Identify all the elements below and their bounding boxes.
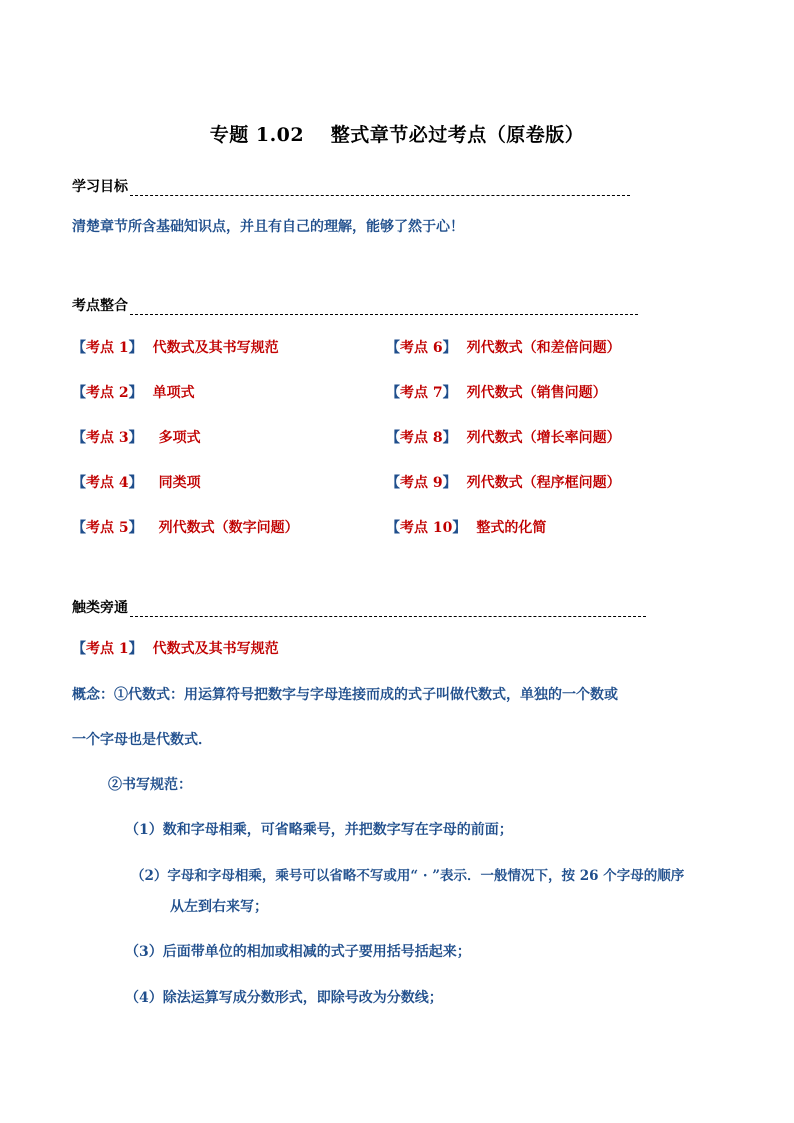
kaodian-item-7[interactable] (386, 382, 607, 402)
bracket-close: 】 (128, 340, 143, 356)
section-heading-label: 考点整合 (72, 298, 128, 314)
bracket-close: 】 (442, 430, 457, 446)
rule-item-2-continued: 从左到右来写； (170, 899, 268, 915)
bracket-open: 【 (386, 385, 400, 401)
section-heading-learning-goal (72, 176, 630, 196)
section-heading-label: 触类旁通 (72, 600, 128, 616)
bracket-open: 【 (72, 385, 86, 401)
bracket-close: 】 (452, 520, 467, 536)
page-title: 专题 1.02 整式章节必过考点（原卷版） (209, 124, 585, 146)
kaodian-item-4[interactable] (72, 472, 201, 492)
rule-item-1: （1）数和字母相乘，可省略乘号，并把数字写在字母的前面； (125, 822, 513, 838)
kaodian-tag: 考点 8 (400, 430, 443, 446)
kaodian-name: 列代数式（程序框问题） (466, 475, 621, 491)
bracket-close: 】 (128, 475, 143, 491)
kaodian-item-1[interactable] (72, 337, 279, 357)
kaodian-tag: 考点 3 (86, 430, 129, 446)
bracket-open: 【 (72, 641, 86, 657)
kaodian-tag: 考点 2 (86, 385, 129, 401)
kaodian-item-8[interactable] (386, 427, 621, 447)
learning-goal-text: 清楚章节所含基础知识点，并且有自己的理解，能够了然于心！ (72, 219, 464, 235)
kaodian-name: 列代数式（增长率问题） (466, 430, 621, 446)
kaodian-item-2[interactable] (72, 382, 195, 402)
dashed-rule (130, 604, 646, 617)
kaodian-tag: 考点 4 (86, 475, 129, 491)
kaodian-name: 单项式 (152, 385, 195, 401)
bracket-open: 【 (72, 475, 86, 491)
bracket-close: 】 (442, 340, 457, 356)
section-heading-label: 学习目标 (72, 179, 128, 195)
kaodian-name: 代数式及其书写规范 (152, 641, 279, 657)
bracket-close: 】 (128, 520, 143, 536)
rule-item-4: （4）除法运算写成分数形式，即除号改为分数线； (125, 990, 443, 1006)
concept-line-1: 概念：①代数式：用运算符号把数字与字母连接而成的式子叫做代数式，单独的一个数或 (72, 687, 618, 703)
dashed-rule (130, 183, 630, 196)
kaodian-name: 列代数式（和差倍问题） (466, 340, 621, 356)
rule-item-3: （3）后面带单位的相加或相减的式子要用括号括起来； (125, 944, 471, 960)
kaodian-item-5[interactable] (72, 517, 299, 537)
kaodian-item-9[interactable] (386, 472, 621, 492)
bracket-open: 【 (72, 340, 86, 356)
concept-line-2: 一个字母也是代数式． (72, 732, 212, 748)
kaodian-tag: 考点 1 (86, 340, 129, 356)
dashed-rule (130, 302, 638, 315)
kaodian-tag: 考点 5 (86, 520, 129, 536)
rule-item-2: （2）字母和字母相乘，乘号可以省略不写或用“ · ”表示．一般情况下，按 26 个字母的顺序 (131, 868, 685, 884)
kaodian-tag: 考点 9 (400, 475, 443, 491)
bracket-close: 】 (128, 385, 143, 401)
kaodian-tag: 考点 10 (400, 520, 453, 536)
kaodian-item-6[interactable] (386, 337, 621, 357)
kaodian-name: 列代数式（数字问题） (158, 520, 299, 536)
practice-kaodian-heading (72, 638, 279, 658)
bracket-open: 【 (386, 430, 400, 446)
section-heading-points (72, 295, 638, 315)
kaodian-tag: 考点 7 (400, 385, 443, 401)
kaodian-name: 同类项 (158, 475, 201, 491)
bracket-open: 【 (386, 520, 400, 536)
kaodian-name: 代数式及其书写规范 (152, 340, 279, 356)
bracket-close: 】 (128, 430, 143, 446)
bracket-close: 】 (442, 385, 457, 401)
kaodian-name: 整式的化简 (476, 520, 547, 536)
bracket-close: 】 (128, 641, 143, 657)
kaodian-tag: 考点 6 (400, 340, 443, 356)
rule-heading: ②书写规范： (108, 777, 192, 793)
kaodian-item-3[interactable] (72, 427, 201, 447)
kaodian-name: 列代数式（销售问题） (466, 385, 607, 401)
bracket-open: 【 (386, 475, 400, 491)
kaodian-tag: 考点 1 (86, 641, 129, 657)
section-heading-practice (72, 597, 646, 617)
bracket-open: 【 (386, 340, 400, 356)
bracket-open: 【 (72, 430, 86, 446)
kaodian-item-10[interactable] (386, 517, 546, 537)
kaodian-name: 多项式 (158, 430, 201, 446)
bracket-open: 【 (72, 520, 86, 536)
bracket-close: 】 (442, 475, 457, 491)
